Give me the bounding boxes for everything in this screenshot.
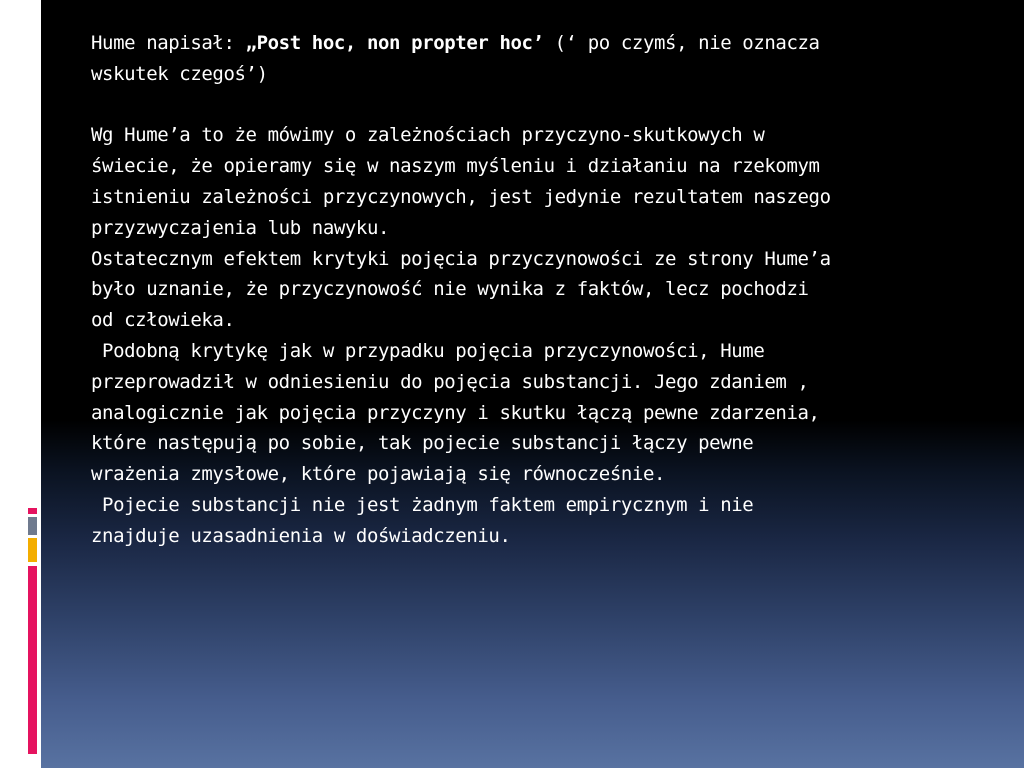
paragraph-3-line: od człowieka.	[91, 309, 235, 332]
paragraph-4-line: przeprowadził w odniesieniu do pojęcia substancji. Jego zdaniem ,	[91, 370, 809, 393]
paragraph-2-line: Wg Hume’a to że mówimy o zależnościach przyczyno-skutkowych w	[91, 124, 765, 147]
accent-bar-yellow	[28, 538, 37, 562]
paragraph-4-line: analogicznie jak pojęcia przyczyny i skutku łączą pewne zdarzenia,	[91, 401, 820, 424]
paragraph-4-line: Podobną krytykę jak w przypadku pojęcia przyczynowości, Hume	[91, 339, 765, 362]
paragraph-spacer	[91, 90, 971, 121]
quote-intro: Hume napisał:	[91, 32, 246, 54]
slide-text-body	[91, 28, 971, 552]
accent-bar-gray	[28, 517, 37, 535]
paragraph-4-line: które następują po sobie, tak pojecie substancji łączy pewne	[91, 432, 754, 455]
paragraph-1-line-1	[91, 28, 971, 59]
accent-bar-magenta-bottom	[28, 566, 37, 754]
latin-quote: „Post hoc, non propter hoc’	[245, 32, 544, 54]
paragraph-3-line: Ostatecznym efektem krytyki pojęcia przyczynowości ze strony Hume’a	[91, 247, 831, 270]
paragraph-2-line: istnieniu zależności przyczynowych, jest jedynie rezultatem naszego	[91, 185, 831, 208]
paragraph-2-line: przyzwyczajenia lub nawyku.	[91, 216, 390, 239]
quote-translation-start: (‘ po czymś, nie oznacza	[543, 32, 820, 54]
paragraph-4-line: wrażenia zmysłowe, które pojawiają się równocześnie.	[91, 463, 666, 486]
paragraph-1-line-2: wskutek czegoś’)	[91, 62, 268, 85]
paragraph-5-line: znajduje uzasadnienia w doświadczeniu.	[91, 524, 511, 547]
paragraph-2-line: świecie, że opieramy się w naszym myśleniu i działaniu na rzekomym	[91, 155, 820, 178]
paragraph-3-line: było uznanie, że przyczynowość nie wynika z faktów, lecz pochodzi	[91, 278, 809, 301]
accent-bar-magenta-top	[28, 508, 37, 514]
paragraph-5-line: Pojecie substancji nie jest żadnym faktem empirycznym i nie	[91, 493, 754, 516]
